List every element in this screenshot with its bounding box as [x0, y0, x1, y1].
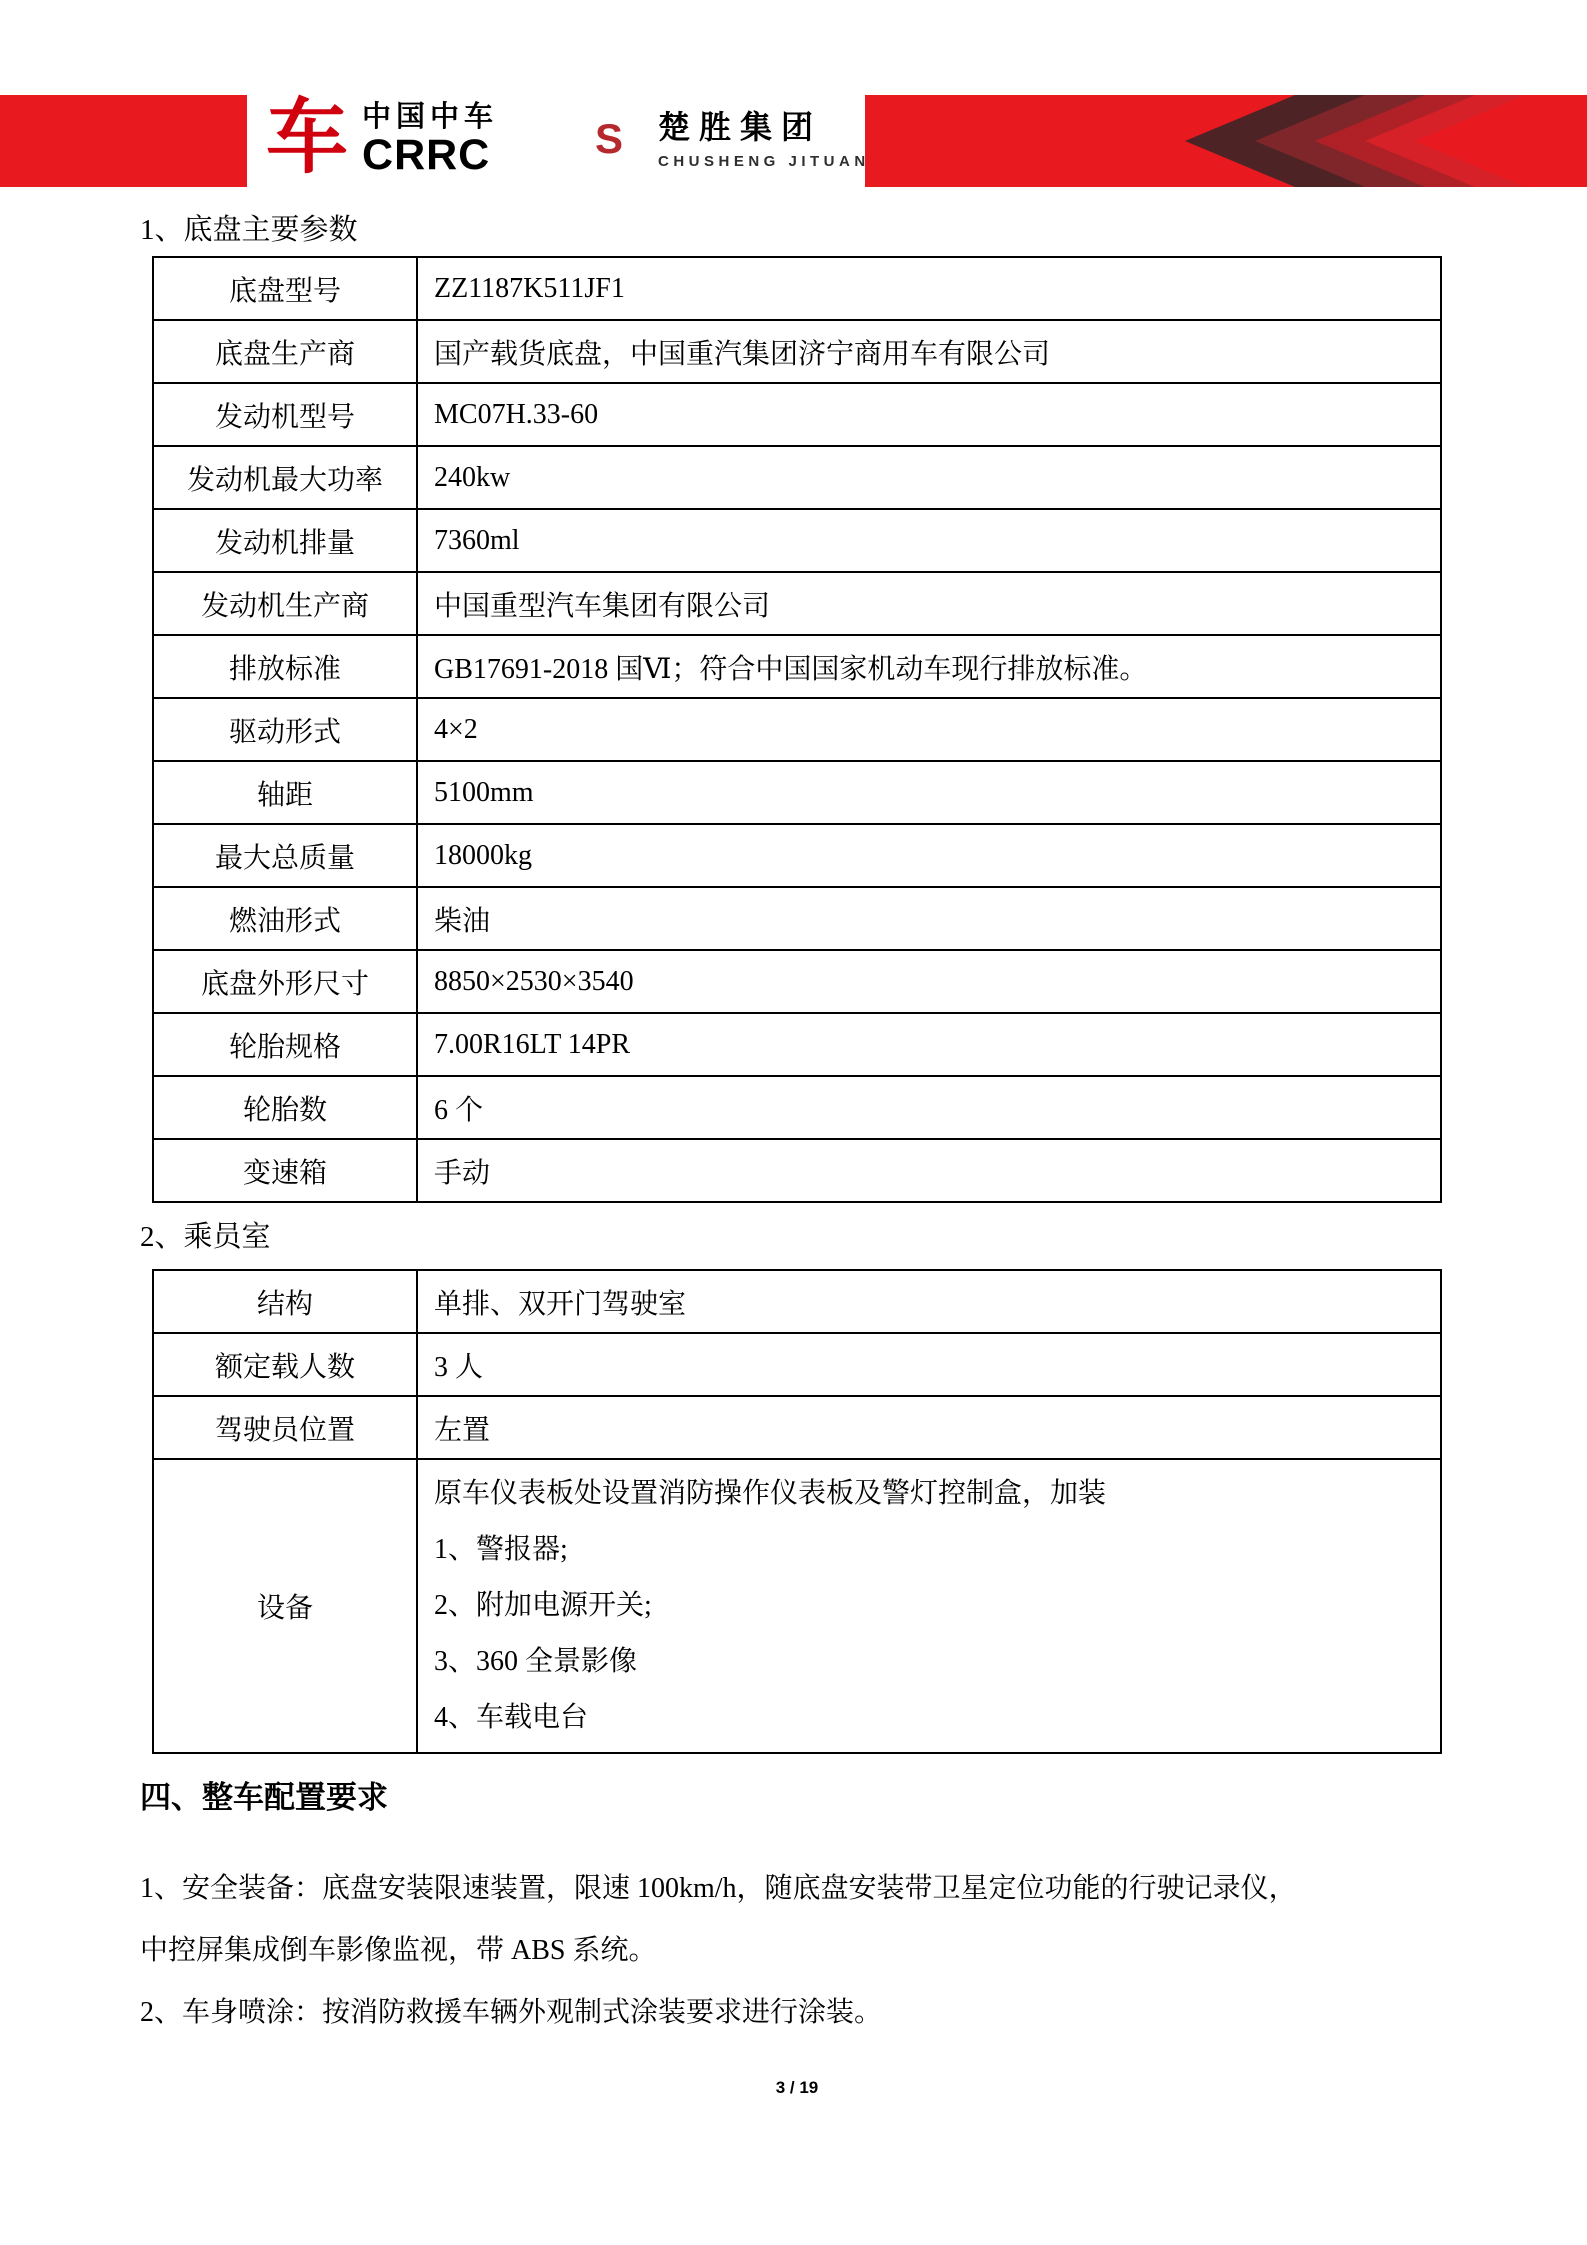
table-row [153, 257, 1441, 320]
crrc-logo-text [362, 100, 499, 179]
chusheng-name-en: CHUSHENG JITUAN [658, 152, 870, 170]
row-value: 4×2 [417, 698, 1441, 761]
table-row [153, 1270, 1441, 1333]
chusheng-logo [562, 95, 870, 183]
row-label: 设备 [153, 1459, 417, 1753]
document-body [140, 212, 1510, 2098]
section-2-title: 2、乘员室 [140, 1221, 271, 1253]
table-row [153, 698, 1441, 761]
row-label: 轮胎规格 [153, 1013, 417, 1076]
row-value: 手动 [417, 1139, 1441, 1202]
table-row [153, 635, 1441, 698]
chusheng-name-cn: 楚胜集团 [658, 108, 823, 145]
chassis-parameters-table [152, 256, 1442, 1203]
row-label: 底盘型号 [153, 257, 417, 320]
row-label: 最大总质量 [153, 824, 417, 887]
table-row [153, 572, 1441, 635]
header-red-band-left [0, 95, 247, 187]
paragraph-line: 2、车身喷涂：按消防救援车辆外观制式涂装要求进行涂装。 [140, 1997, 883, 2028]
equipment-line: 3、360 全景影像 [434, 1646, 638, 1677]
table-row [153, 1139, 1441, 1202]
equipment-line: 2、附加电源开关; [434, 1590, 652, 1621]
table-row [153, 1013, 1441, 1076]
equipment-value-cell [417, 1459, 1441, 1753]
crrc-emblem-icon: 车 [266, 92, 349, 183]
chevron-arrows-icon [1165, 95, 1587, 187]
paragraph-safety-equipment [140, 1858, 1508, 1982]
row-label: 轴距 [153, 761, 417, 824]
row-label: 轮胎数 [153, 1076, 417, 1139]
row-value: 3 人 [417, 1333, 1441, 1396]
row-label: 变速箱 [153, 1139, 417, 1202]
row-label: 驾驶员位置 [153, 1396, 417, 1459]
row-value: 单排、双开门驾驶室 [417, 1270, 1441, 1333]
row-label: 底盘外形尺寸 [153, 950, 417, 1013]
table-row [153, 509, 1441, 572]
table-row [153, 383, 1441, 446]
row-value: GB17691-2018 国Ⅵ；符合中国国家机动车现行排放标准。 [417, 635, 1441, 698]
row-value: 柴油 [417, 887, 1441, 950]
chusheng-logo-text [658, 108, 870, 171]
row-value: 240kw [417, 446, 1441, 509]
row-label: 额定载人数 [153, 1333, 417, 1396]
header-red-band-right [865, 95, 1587, 187]
paragraph-line: 1、安全装备：底盘安装限速装置，限速 100km/h，随底盘安装带卫星定位功能的行驶记录仪， [140, 1873, 1297, 1904]
row-value: 7360ml [417, 509, 1441, 572]
row-value: MC07H.33-60 [417, 383, 1441, 446]
row-label: 发动机最大功率 [153, 446, 417, 509]
row-value: 8850×2530×3540 [417, 950, 1441, 1013]
paragraph-line: 中控屏集成倒车影像监视，带 ABS 系统。 [140, 1935, 657, 1966]
row-label: 发动机型号 [153, 383, 417, 446]
table-row [153, 887, 1441, 950]
table-row [153, 1396, 1441, 1459]
row-label: 结构 [153, 1270, 417, 1333]
crrc-name-en: CRRC [362, 131, 491, 179]
crew-cabin-table [152, 1269, 1442, 1754]
row-value: 6 个 [417, 1076, 1441, 1139]
section-1-title: 1、底盘主要参数 [140, 214, 358, 246]
equipment-line: 原车仪表板处设置消防操作仪表板及警灯控制盒，加装 [434, 1478, 1107, 1509]
table-row [153, 1333, 1441, 1396]
table-row [153, 950, 1441, 1013]
row-value: 中国重型汽车集团有限公司 [417, 572, 1441, 635]
row-value: 5100mm [417, 761, 1441, 824]
paragraph-body-painting [140, 1982, 1508, 2044]
equipment-row [153, 1459, 1441, 1753]
row-label: 燃油形式 [153, 887, 417, 950]
row-label: 发动机排量 [153, 509, 417, 572]
row-label: 驱动形式 [153, 698, 417, 761]
table-row [153, 320, 1441, 383]
table-row [153, 1076, 1441, 1139]
row-label: 排放标准 [153, 635, 417, 698]
row-value: 国产载货底盘，中国重汽集团济宁商用车有限公司 [417, 320, 1441, 383]
page-number: 3 / 19 [775, 2078, 819, 2097]
table-row [153, 761, 1441, 824]
row-value: 18000kg [417, 824, 1441, 887]
section-4-title: 四、整车配置要求 [140, 1780, 388, 1815]
row-label: 发动机生产商 [153, 572, 417, 635]
row-value: ZZ1187K511JF1 [417, 257, 1441, 320]
row-label: 底盘生产商 [153, 320, 417, 383]
equipment-line: 4、车载电台 [434, 1702, 589, 1733]
row-value: 左置 [417, 1396, 1441, 1459]
svg-text:S: S [594, 115, 624, 162]
table-row [153, 446, 1441, 509]
crrc-logo [266, 92, 499, 183]
chusheng-emblem-icon [562, 95, 646, 183]
crrc-name-cn: 中国中车 [362, 101, 499, 133]
row-value: 7.00R16LT 14PR [417, 1013, 1441, 1076]
table-row [153, 824, 1441, 887]
equipment-line: 1、警报器; [434, 1534, 568, 1565]
